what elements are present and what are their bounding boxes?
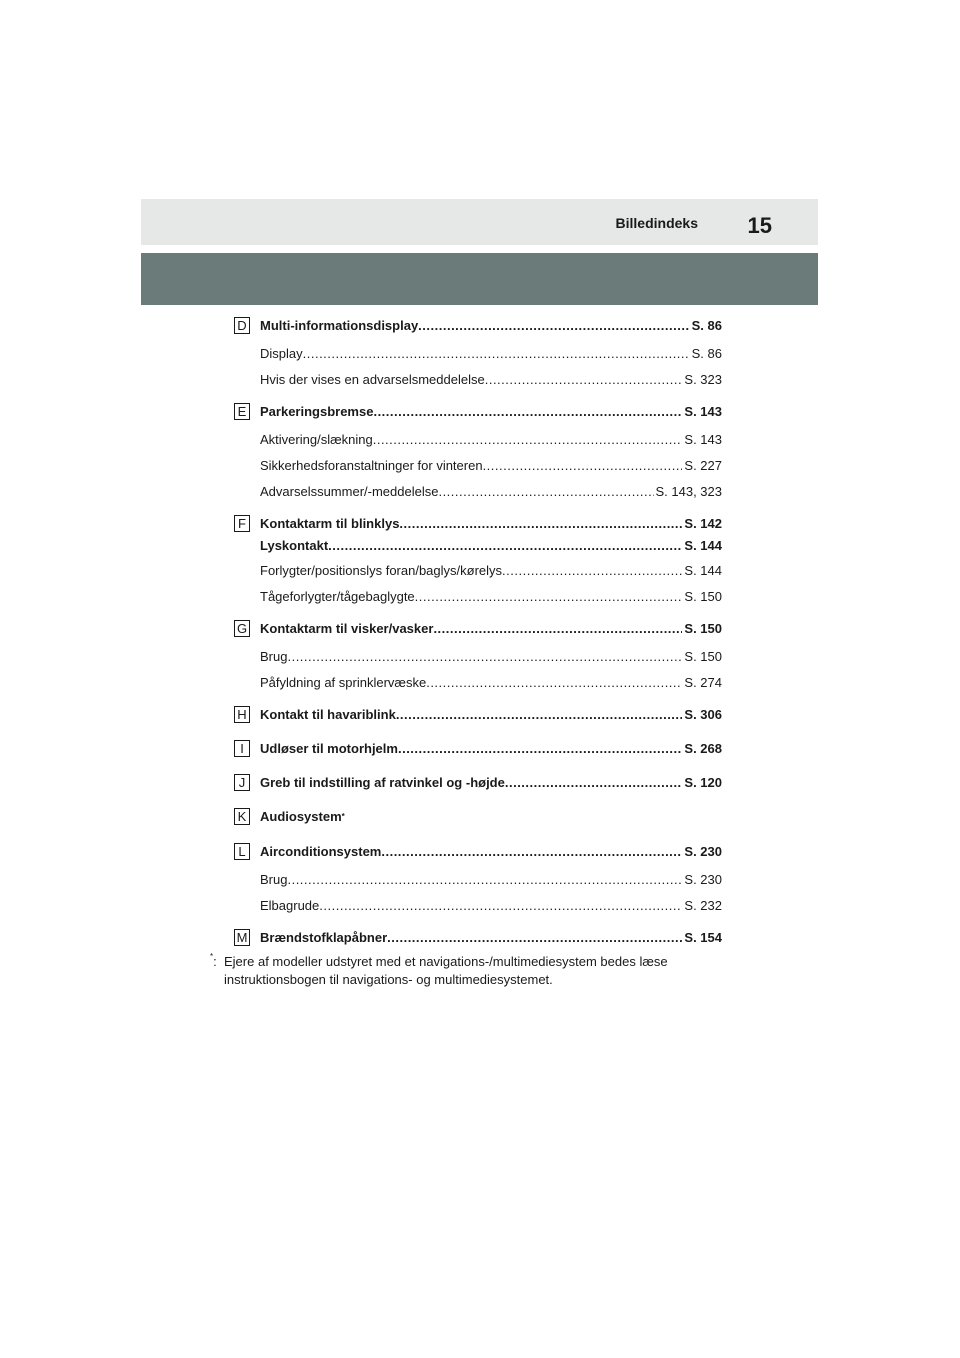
index-entry[interactable] (260, 930, 722, 946)
dot-leader (373, 432, 683, 448)
section-letter-e: E (234, 403, 250, 420)
index-entry[interactable] (260, 538, 722, 554)
dot-leader (426, 675, 682, 691)
entry-label: Parkeringsbremse (260, 404, 374, 419)
index-subentry[interactable] (260, 649, 722, 665)
entry-label: Brug (260, 649, 288, 664)
dot-leader (381, 844, 682, 860)
index-entry[interactable] (260, 707, 722, 723)
dot-leader (328, 538, 682, 554)
section-letter-i: I (234, 740, 250, 757)
index-subentry[interactable] (260, 872, 722, 888)
dot-leader (287, 649, 682, 665)
entry-label: Påfyldning af sprinklervæske (260, 675, 427, 690)
index-entry[interactable]: Audiosystem * (260, 809, 345, 824)
entry-page-reference[interactable]: S. 232 (684, 898, 722, 913)
index-subentry[interactable] (260, 432, 722, 448)
dot-leader (433, 621, 682, 637)
dot-leader (483, 458, 683, 474)
entry-page-reference[interactable]: S. 306 (684, 707, 722, 722)
entry-page-reference[interactable]: S. 274 (684, 675, 722, 690)
entry-page-reference[interactable]: S. 86 (691, 346, 722, 361)
entry-label: Greb til indstilling af ratvinkel og -højde (260, 775, 505, 790)
entry-label: Display (260, 346, 303, 361)
entry-label: Kontaktarm til visker/vasker (260, 621, 434, 636)
entry-page-reference[interactable]: S. 86 (691, 318, 722, 333)
entry-page-reference[interactable]: S. 230 (684, 844, 722, 859)
index-subentry[interactable] (260, 675, 722, 691)
entry-label: Kontakt til havariblink (260, 707, 396, 722)
index-entry[interactable] (260, 844, 722, 860)
entry-label: Tågeforlygter/tågebaglygte (260, 589, 415, 604)
index-subentry[interactable] (260, 563, 722, 579)
entry-page-reference[interactable]: S. 323 (684, 372, 722, 387)
page-header (141, 199, 818, 245)
entry-label: Forlygter/positionslys foran/baglys/kørelys (260, 563, 503, 578)
entry-label: Aktivering/slækning (260, 432, 373, 447)
entry-page-reference[interactable]: S. 150 (684, 621, 722, 636)
section-letter-h: H (234, 706, 250, 723)
section-letter-g: G (234, 620, 250, 637)
entry-page-reference[interactable]: S. 144 (684, 563, 722, 578)
entry-label: Elbagrude (260, 898, 320, 913)
dot-leader (399, 516, 682, 532)
index-entry[interactable] (260, 516, 722, 532)
section-letter-l: L (234, 843, 250, 860)
entry-label: Multi-informationsdisplay (260, 318, 419, 333)
index-entry[interactable] (260, 621, 722, 637)
section-letter-k: K (234, 808, 250, 825)
dot-leader (438, 484, 653, 500)
index-subentry[interactable] (260, 484, 722, 500)
index-subentry[interactable] (260, 346, 722, 362)
dot-leader (303, 346, 690, 362)
index-subentry[interactable] (260, 372, 722, 388)
dot-leader (485, 372, 683, 388)
entry-label: Advarselssummer/-meddelelse (260, 484, 439, 499)
entry-page-reference[interactable]: S. 120 (684, 775, 722, 790)
entry-page-reference[interactable]: S. 230 (684, 872, 722, 887)
dot-leader (505, 775, 683, 791)
dot-leader (373, 404, 682, 420)
entry-page-reference[interactable]: S. 143 (684, 432, 722, 447)
entry-label: Lyskontakt (260, 538, 329, 553)
entry-label: Airconditionsystem (260, 844, 382, 859)
entry-page-reference[interactable]: S. 142 (684, 516, 722, 531)
index-subentry[interactable] (260, 898, 722, 914)
entry-page-reference[interactable]: S. 144 (684, 538, 722, 553)
entry-page-reference[interactable]: S. 154 (684, 930, 722, 945)
footnote-mark: *: (210, 951, 217, 969)
dot-leader (415, 589, 683, 605)
footnote-text: Ejere af modeller udstyret med et navigations-/multimediesystem bedes læse instruktionsbogen til navigations- og multimediesystemet. (224, 954, 668, 987)
entry-label: Hvis der vises en advarselsmeddelelse (260, 372, 485, 387)
entry-page-reference[interactable]: S. 150 (684, 589, 722, 604)
entry-page-reference[interactable]: S. 143, 323 (655, 484, 722, 499)
index-subentry[interactable] (260, 589, 722, 605)
entry-page-reference[interactable]: S. 150 (684, 649, 722, 664)
entry-label: Brug (260, 872, 288, 887)
entry-page-reference[interactable]: S. 143 (684, 404, 722, 419)
footnote (210, 953, 730, 989)
dot-leader (287, 872, 682, 888)
section-title: Billedindeks (615, 215, 698, 231)
entry-label: Udløser til motorhjelm (260, 741, 398, 756)
section-letter-f: F (234, 515, 250, 532)
entry-label: Sikkerhedsforanstaltninger for vinteren (260, 458, 483, 473)
dot-leader (387, 930, 682, 946)
page-number: 15 (747, 213, 772, 238)
dot-leader (398, 741, 682, 757)
entry-page-reference[interactable]: S. 227 (684, 458, 722, 473)
entry-page-reference[interactable]: S. 268 (684, 741, 722, 756)
index-entry[interactable] (260, 404, 722, 420)
entry-label: Audiosystem (260, 809, 342, 824)
index-entry[interactable] (260, 318, 722, 334)
entry-label: Brændstofklapåbner (260, 930, 388, 945)
section-letter-m: M (234, 929, 250, 946)
header-graphic-bar (141, 253, 818, 305)
dot-leader (396, 707, 683, 723)
dot-leader (319, 898, 682, 914)
index-entry[interactable] (260, 741, 722, 757)
dot-leader (418, 318, 689, 334)
index-subentry[interactable] (260, 458, 722, 474)
dot-leader (502, 563, 682, 579)
section-letter-j: J (234, 774, 250, 791)
entry-label: Kontaktarm til blinklys (260, 516, 400, 531)
index-entry[interactable] (260, 775, 722, 791)
section-letter-d: D (234, 317, 250, 334)
